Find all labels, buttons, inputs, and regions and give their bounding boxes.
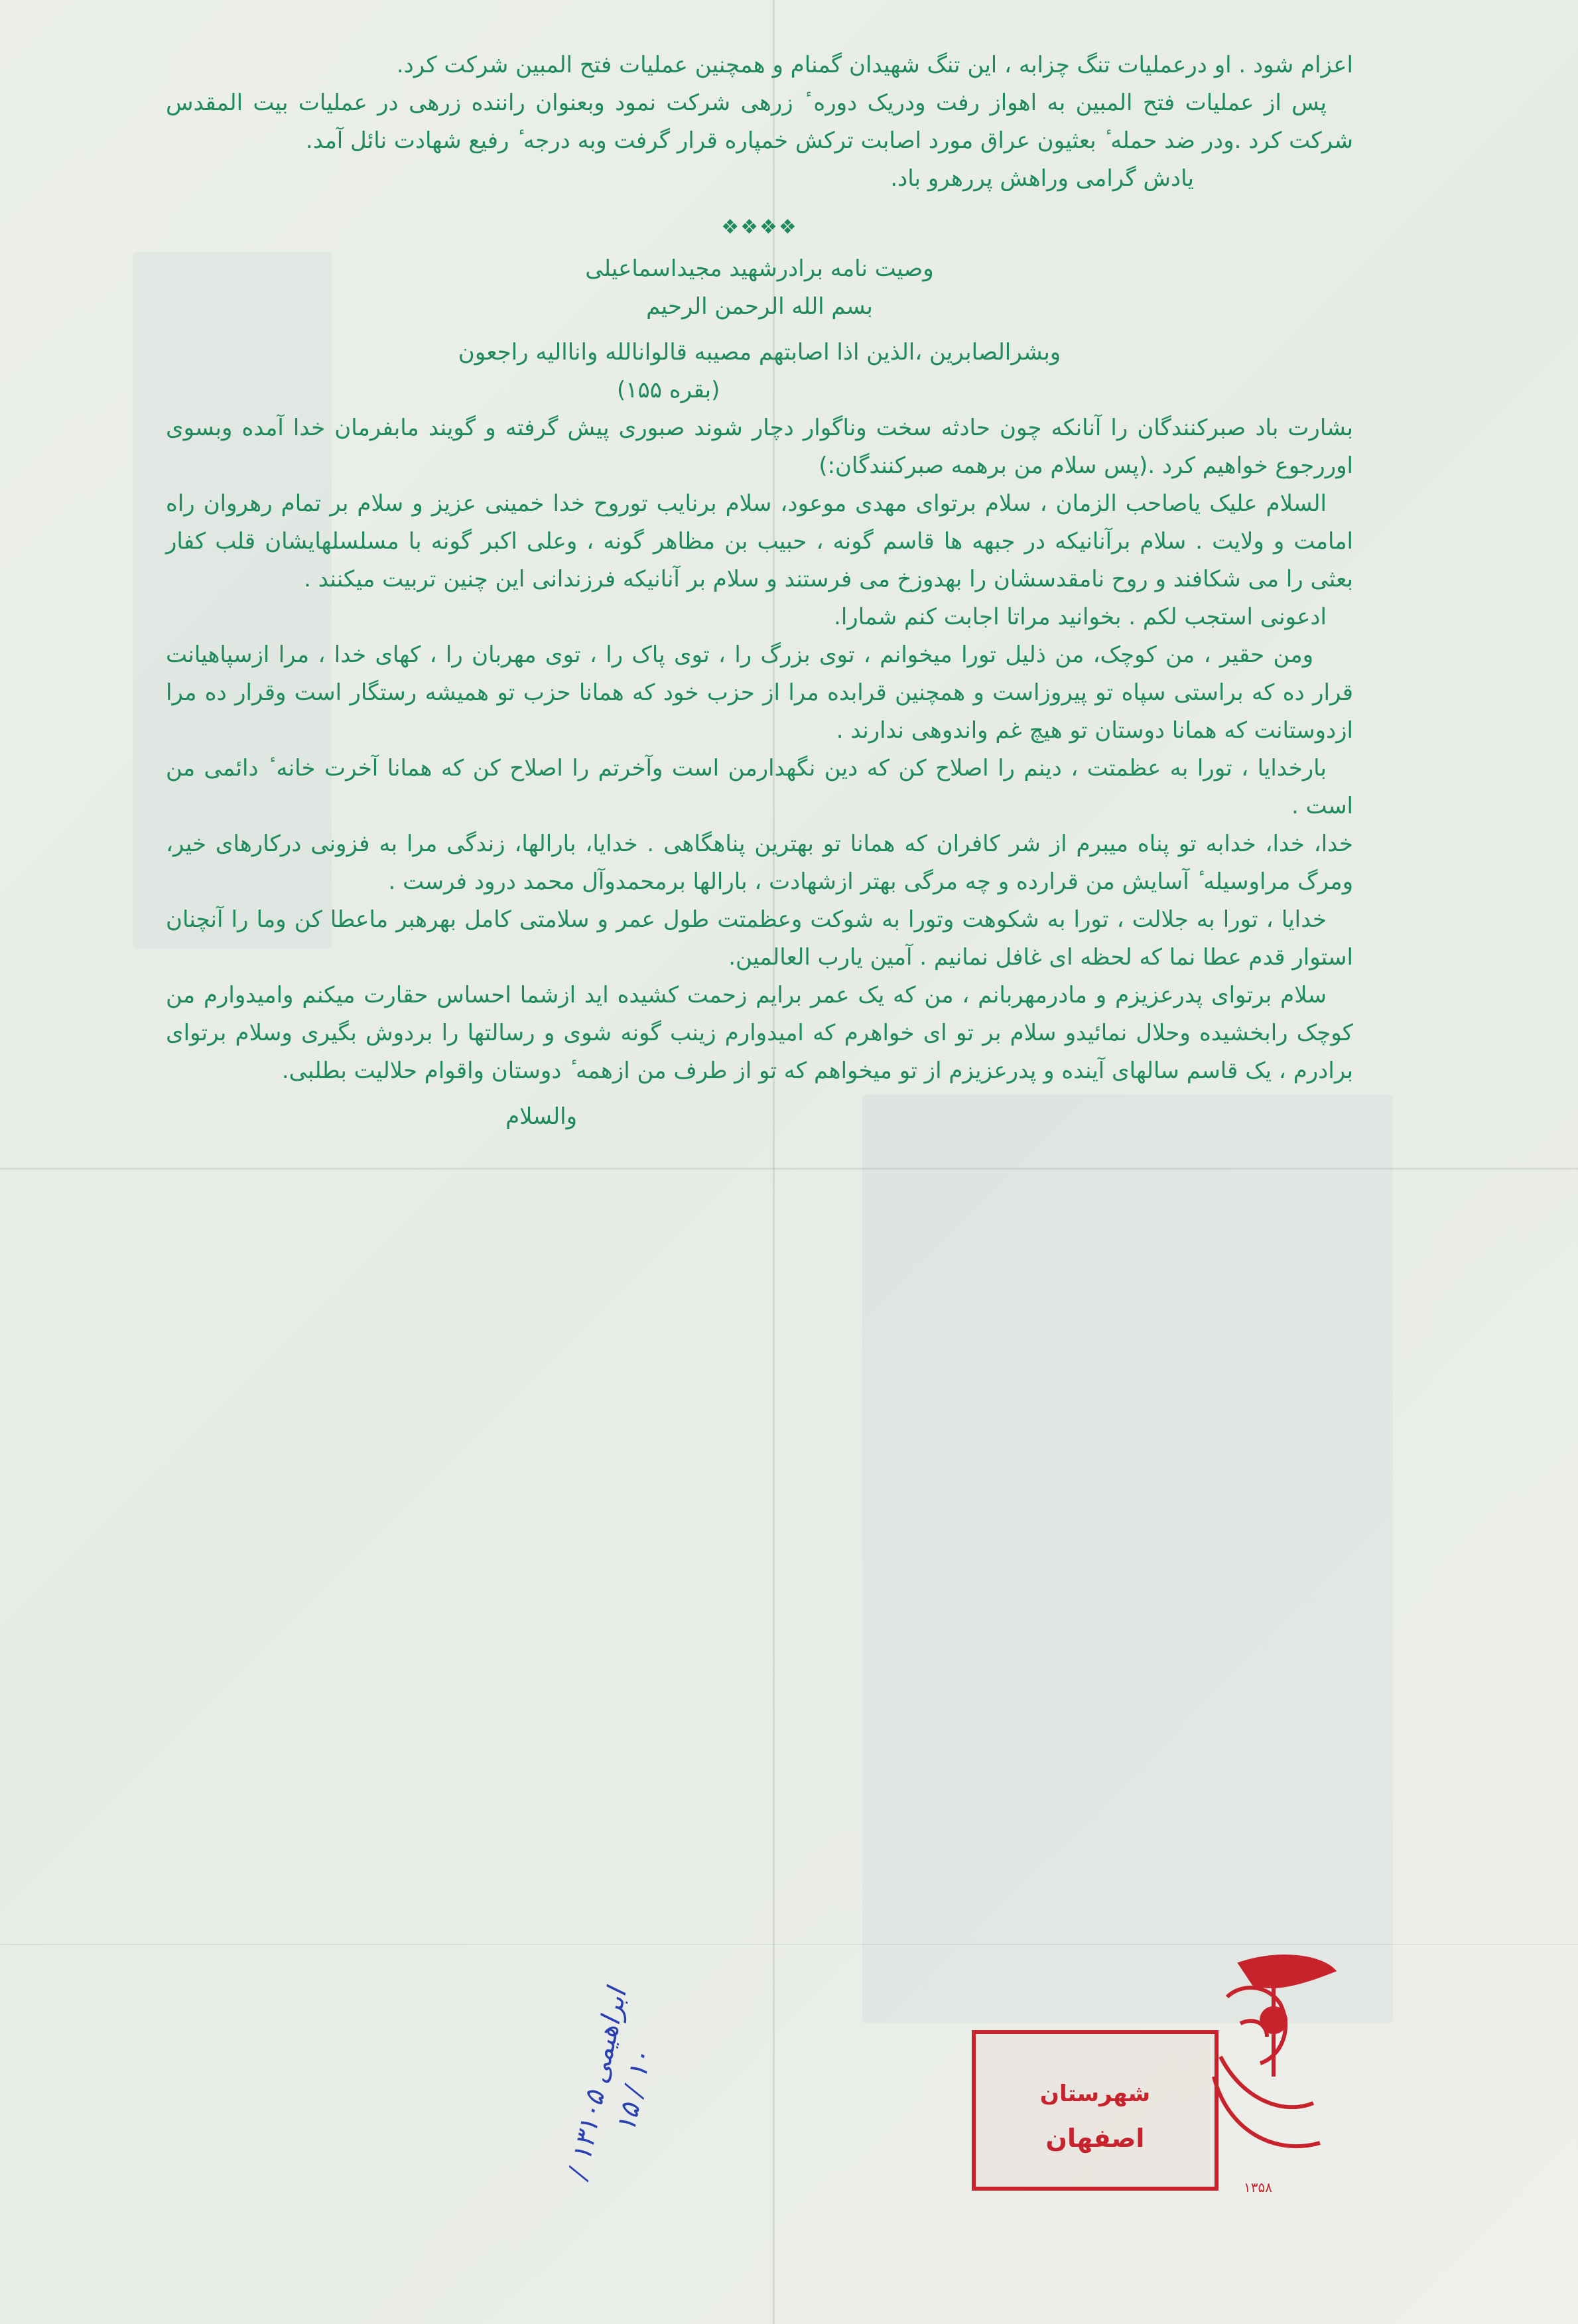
official-stamp — [972, 2030, 1218, 2191]
stamp-line-city-name: اصفهان — [1045, 2124, 1145, 2153]
will-paragraph: خدایا ، تورا به جلالت ، تورا به شکوهت وتورا به شوکت وعظمتت طول عمر و سلامتی کامل بهرهبر ماعطا کن وما را آنچنان استوار قدم عطا نما که لحظه ای غافل نمانیم . آمین یارب العالمین. — [166, 906, 1353, 971]
basmala: بسم الله الرحمن الرحیم — [646, 293, 873, 320]
stamp-line-city-label: شهرستان — [1039, 2081, 1151, 2107]
show-through-shadow — [862, 1095, 1393, 2023]
emblem-icon — [1201, 1944, 1340, 2196]
quran-verse: وبشرالصابرین ،الذین اذا اصابتهم مصیبه قالوانالله وانااليه راجعون — [458, 339, 1061, 366]
will-paragraph: خدا، خدا، خدابه تو پناه میبرم از شر کافران که همانا تو بهترین پناهگاهی . خدایا، بارالها، زندگی مرا به فزونی درکارهای خیر، ومرگ مراوسیله ٔ آسایش من قرارده و چه مرگی بهتر ازشهادت ، بارالها برمحمدوآل محمد درود فرست . — [166, 831, 1353, 895]
will-paragraph: بشارت باد صبرکنندگان را آنانکه چون حادثه سخت وناگوار دچار شوند صبوری پیش گرفته و گویند مابفرمان خدا آمده وبسوی اوررجوع خواهیم کرد .(پس سلام من برهمه صبرکنندگان:) — [166, 415, 1353, 479]
intro-paragraph: اعزام شود . او درعملیات تنگ چزابه ، این تنگ شهیدان گمنام و همچنین عملیات فتح المبین شرکت کرد. — [396, 52, 1353, 78]
will-paragraph: بارخدایا ، تورا به عظمتت ، دینم را اصلاح کن که دین نگهدارمن است وآخرتم را اصلاح کن که همانا آخرت خانه ٔ دائمی من است . — [166, 755, 1353, 819]
closing-salutation: والسلام — [505, 1103, 577, 1130]
document-text — [166, 46, 1353, 1136]
will-paragraph: سلام برتوای پدرعزیزم و مادرمهربانم ، من که یک عمر برایم زحمت کشیده اید ازشما احساس حقارت میکنم وامیدوارم من کوچک رابخشیده وحلال نمائیدو سلام بر تو ای خواهرم که امیدوارم زینب گونه شوی و رسالتها را بردوش بگیری وسلام برتوای برادرم ، یک قاسم سالهای آینده و پدرعزیزم از تو میخواهم که تو از طرف من ازهمه ٔ دوستان واقوام حلالیت بطلبی. — [166, 982, 1353, 1084]
separator-ornament: ❖❖❖❖ — [721, 216, 798, 239]
emblem-year: ۱۳۵۸ — [1244, 2179, 1272, 2195]
will-paragraph: السلام علیک یاصاحب الزمان ، سلام برتوای مهدی موعود، سلام برنایب توروح خدا خمینی عزیز و سلام بر تمام رهروان راه امامت و ولایت . سلام برآنانیکه در جبهه ها قاسم گونه ، حبیب بن مظاهر گونه ، وعلی اکبر گونه با مسلسلهایشان قلب کفار بعثی را می شکافند و روح نامقدسشان را بهدوزخ می فرستند و سلام بر آنانیکه فرزندانی این چنین تربیت میکنند . — [166, 490, 1353, 592]
intro-paragraph: یادش گرامی وراهش پررهرو باد. — [890, 165, 1194, 192]
intro-paragraph: پس از عملیات فتح المبین به اهواز رفت ودریک دوره ٔ زرهی شرکت نمود وبعنوان راننده زرهی در عملیات بیت المقدس شرکت کرد .ودر ضد حمله ٔ بعثیون عراق مورد اصابت ترکش خمپاره قرار گرفت وبه درجه ٔ رفیع شهادت نائل آمد. — [166, 90, 1353, 154]
will-paragraph: ومن حقیر ، من کوچک، من ذلیل تورا میخوانم ، توی بزرگ را ، توی پاک را ، توی مهربان را ، کهای خدا ، مرا ازسپاهیانت قرار ده که براستی سپاه تو پیروزاست و همچنین قرابده مرا از حزب خود که همانا حزب تو همیشه رستگار است وقرار ده مرا ازدوستانت که همانا دوستان تو هیچ غم واندوهی ندارند . — [166, 642, 1353, 744]
verse-reference: (بقره ۱۵۵) — [617, 377, 720, 403]
will-paragraph: ادعونی استجب لکم . بخوانید مراتا اجابت کنم شمارا. — [834, 604, 1327, 630]
will-title: وصیت نامه برادرشهید مجیداسماعیلی — [585, 255, 934, 282]
handwritten-signature: ابراهیمی ۱۳۱۰۵ / ۱۰ / ۱۵ — [562, 1986, 658, 2181]
